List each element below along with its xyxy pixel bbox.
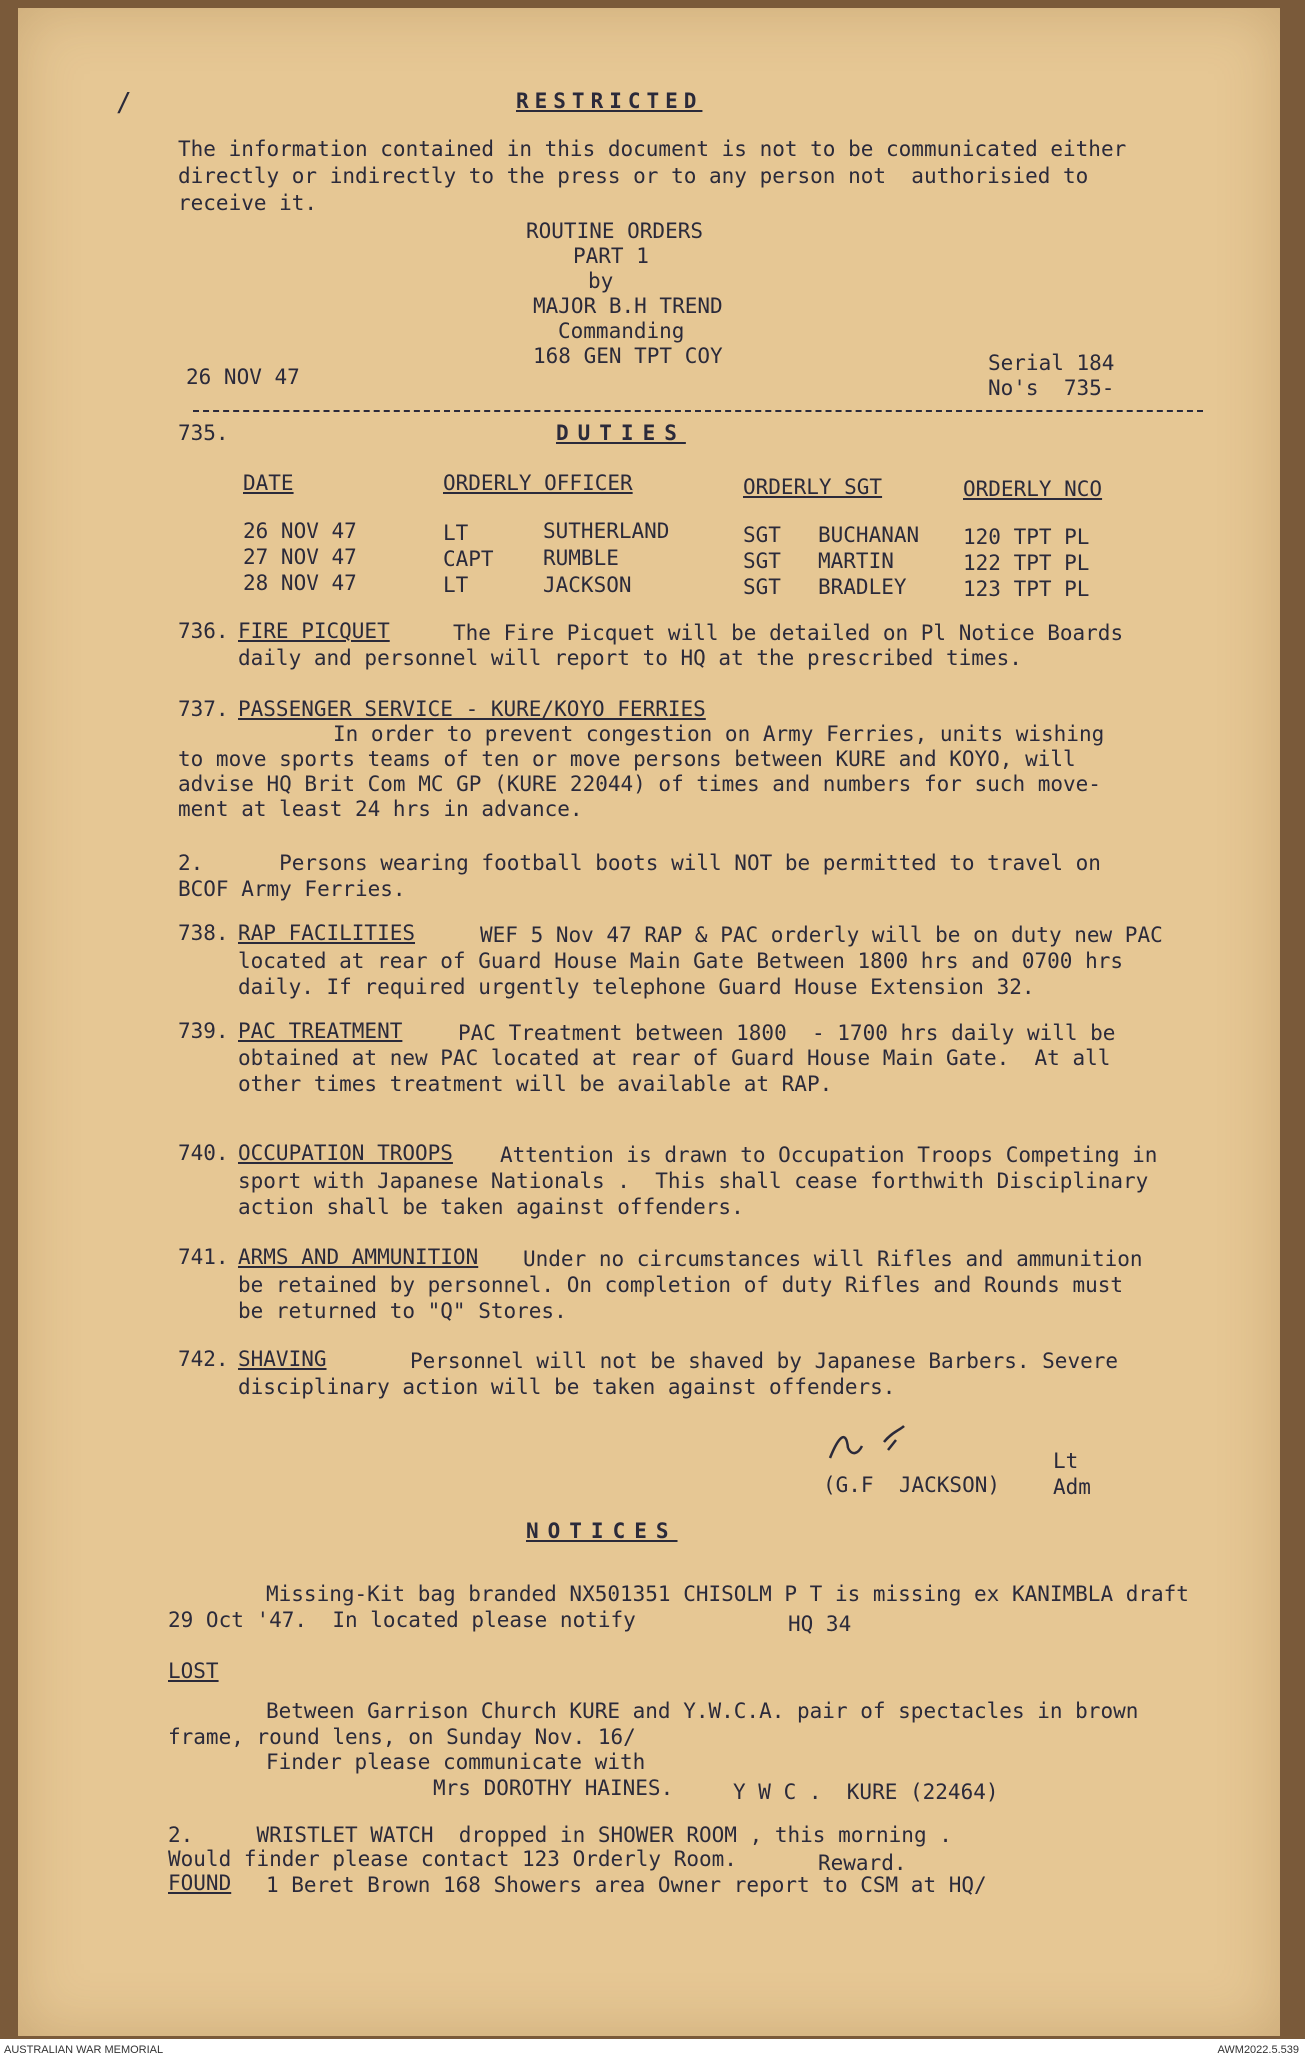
order-line: be returned to "Q" Stores.: [238, 1299, 567, 1323]
order-line: WEF 5 Nov 47 RAP & PAC orderly will be on duty new PAC: [480, 923, 1163, 947]
order-line: sport with Japanese Nationals . This shall cease forthwith Disciplinary: [238, 1169, 1149, 1193]
order-line: daily and personnel will report to HQ at the prescribed times.: [238, 646, 1022, 670]
signature-name: (G.F JACKSON): [823, 1473, 1001, 1497]
notice-lost-line: Mrs DOROTHY HAINES.: [433, 1776, 674, 1800]
duties-col-nco: ORDERLY NCO: [963, 477, 1103, 501]
order-line: The Fire Picquet will be detailed on Pl Notice Boards: [453, 621, 1124, 645]
duty-date: 27 NOV 47: [243, 545, 357, 569]
order-heading: PASSENGER SERVICE - KURE/KOYO FERRIES: [238, 697, 706, 721]
notice-missing-line: 29 Oct '47. In located please notify: [168, 1608, 636, 1632]
order-line: action shall be taken against offenders.: [238, 1195, 744, 1219]
duty-sgt-rank: SGT: [743, 575, 781, 599]
footer-reference: AWM2022.5.539: [1217, 2044, 1299, 2056]
order-line: to move sports teams of ten or move persons between KURE and KOYO, will: [178, 747, 1076, 771]
duty-nco: 120 TPT PL: [963, 525, 1090, 549]
orders-officer: MAJOR B.H TREND: [533, 294, 723, 318]
duty-sgt-rank: SGT: [743, 523, 781, 547]
classification-heading: RESTRICTED: [516, 89, 703, 113]
routine-orders-document: [18, 8, 1280, 2036]
orders-date: 26 NOV 47: [186, 365, 300, 389]
duty-nco: 123 TPT PL: [963, 577, 1090, 601]
order-line: disciplinary action will be taken against offenders.: [238, 1375, 896, 1399]
warning-line-1: The information contained in this document is not to be communicated either: [178, 137, 1127, 161]
document-page: [18, 8, 1280, 2036]
duty-officer-name: RUMBLE: [543, 546, 619, 570]
order-heading: SHAVING: [238, 1347, 327, 1371]
order-number: 740.: [178, 1141, 229, 1165]
duties-heading: DUTIES: [556, 421, 686, 445]
notice-missing-line: HQ 34: [788, 1612, 852, 1636]
order-line: daily. If required urgently telephone Guard House Extension 32.: [238, 975, 1035, 999]
orders-unit: 168 GEN TPT COY: [533, 344, 723, 368]
order-line: obtained at new PAC located at rear of Guard House Main Gate. At all: [238, 1046, 1111, 1070]
lost-heading: LOST: [168, 1659, 219, 1683]
page-mark: /: [116, 88, 132, 118]
warning-line-3: receive it.: [178, 191, 318, 215]
duty-sgt-rank: SGT: [743, 549, 781, 573]
order-number: 738.: [178, 921, 229, 945]
order-number: 737.: [178, 697, 229, 721]
notice-lost-line: Y W C . KURE (22464): [733, 1780, 999, 1804]
order-line: 2. Persons wearing football boots will NOT be permitted to travel on: [178, 851, 1101, 875]
duty-officer-name: SUTHERLAND: [543, 519, 670, 543]
order-line: BCOF Army Ferries.: [178, 877, 406, 901]
orders-serial: Serial 184: [988, 351, 1115, 375]
duty-officer-name: JACKSON: [543, 573, 632, 597]
notice-watch-line: Reward.: [818, 1851, 907, 1875]
order-heading: ARMS AND AMMUNITION: [238, 1245, 479, 1269]
order-heading: OCCUPATION TROOPS: [238, 1141, 453, 1165]
duty-sgt-name: BRADLEY: [818, 575, 907, 599]
signature-role: Adm: [1053, 1475, 1091, 1499]
notice-lost-line: frame, round lens, on Sunday Nov. 16/: [168, 1725, 636, 1749]
order-heading: PAC TREATMENT: [238, 1019, 403, 1043]
order-number: 736.: [178, 619, 229, 643]
order-line: Personnel will not be shaved by Japanese Barbers. Severe: [410, 1349, 1119, 1373]
order-line: located at rear of Guard House Main Gate Between 1800 hrs and 0700 hrs: [238, 949, 1124, 973]
warning-line-2: directly or indirectly to the press or to any person not authorisied to: [178, 164, 1089, 188]
order-line: advise HQ Brit Com MC GP (KURE 22044) of times and numbers for such move-: [178, 772, 1101, 796]
notice-lost-line: Between Garrison Church KURE and Y.W.C.A. pair of spectacles in brown: [266, 1699, 1139, 1723]
order-number: 739.: [178, 1019, 229, 1043]
orders-by: by: [588, 269, 614, 293]
order-heading: FIRE PICQUET: [238, 619, 390, 643]
duty-officer-rank: LT: [443, 521, 469, 545]
order-line: other times treatment will be available at RAP.: [238, 1072, 833, 1096]
notice-watch-line: 2. WRISTLET WATCH dropped in SHOWER ROOM , this morning .: [168, 1823, 952, 1847]
orders-title: ROUTINE ORDERS: [526, 219, 704, 243]
orders-part: PART 1: [573, 244, 649, 268]
order-number: 742.: [178, 1347, 229, 1371]
duty-date: 28 NOV 47: [243, 571, 357, 595]
duty-officer-rank: LT: [443, 573, 469, 597]
orders-numbers: No's 735-: [988, 376, 1115, 400]
found-heading: FOUND: [168, 1871, 232, 1895]
order-line: PAC Treatment between 1800 - 1700 hrs daily will be: [458, 1021, 1116, 1045]
order-line: Under no circumstances will Rifles and ammunition: [523, 1247, 1143, 1271]
order-heading: RAP FACILITIES: [238, 921, 416, 945]
notice-found-line: 1 Beret Brown 168 Showers area Owner report to CSM at HQ/: [266, 1873, 987, 1897]
notice-lost-line: Finder please communicate with: [266, 1750, 646, 1774]
notice-watch-line: Would finder please contact 123 Orderly Room.: [168, 1847, 737, 1871]
order-line: Attention is drawn to Occupation Troops Competing in: [500, 1143, 1158, 1167]
signature-scribble: [818, 1418, 928, 1468]
notices-heading: NOTICES: [526, 1519, 678, 1543]
duty-nco: 122 TPT PL: [963, 551, 1090, 575]
header-divider: [193, 410, 1203, 412]
duty-sgt-name: MARTIN: [818, 549, 894, 573]
duty-officer-rank: CAPT: [443, 547, 494, 571]
order-number: 741.: [178, 1245, 229, 1269]
order-line: ment at least 24 hrs in advance.: [178, 797, 583, 821]
duty-sgt-name: BUCHANAN: [818, 523, 920, 547]
duties-col-date: DATE: [243, 471, 294, 495]
footer-source: AUSTRALIAN WAR MEMORIAL: [4, 2044, 164, 2056]
duties-number: 735.: [178, 421, 229, 445]
duties-col-officer: ORDERLY OFFICER: [443, 471, 633, 495]
archive-footer: [0, 2039, 1305, 2061]
order-line: be retained by personnel. On completion of duty Rifles and Rounds must: [238, 1273, 1124, 1297]
duty-date: 26 NOV 47: [243, 519, 357, 543]
order-line: In order to prevent congestion on Army Ferries, units wishing: [333, 722, 1105, 746]
duties-col-sgt: ORDERLY SGT: [743, 475, 883, 499]
orders-commanding: Commanding: [558, 319, 685, 343]
signature-rank: Lt: [1053, 1449, 1079, 1473]
notice-missing-line: Missing-Kit bag branded NX501351 CHISOLM P T is missing ex KANIMBLA draft: [266, 1582, 1189, 1606]
